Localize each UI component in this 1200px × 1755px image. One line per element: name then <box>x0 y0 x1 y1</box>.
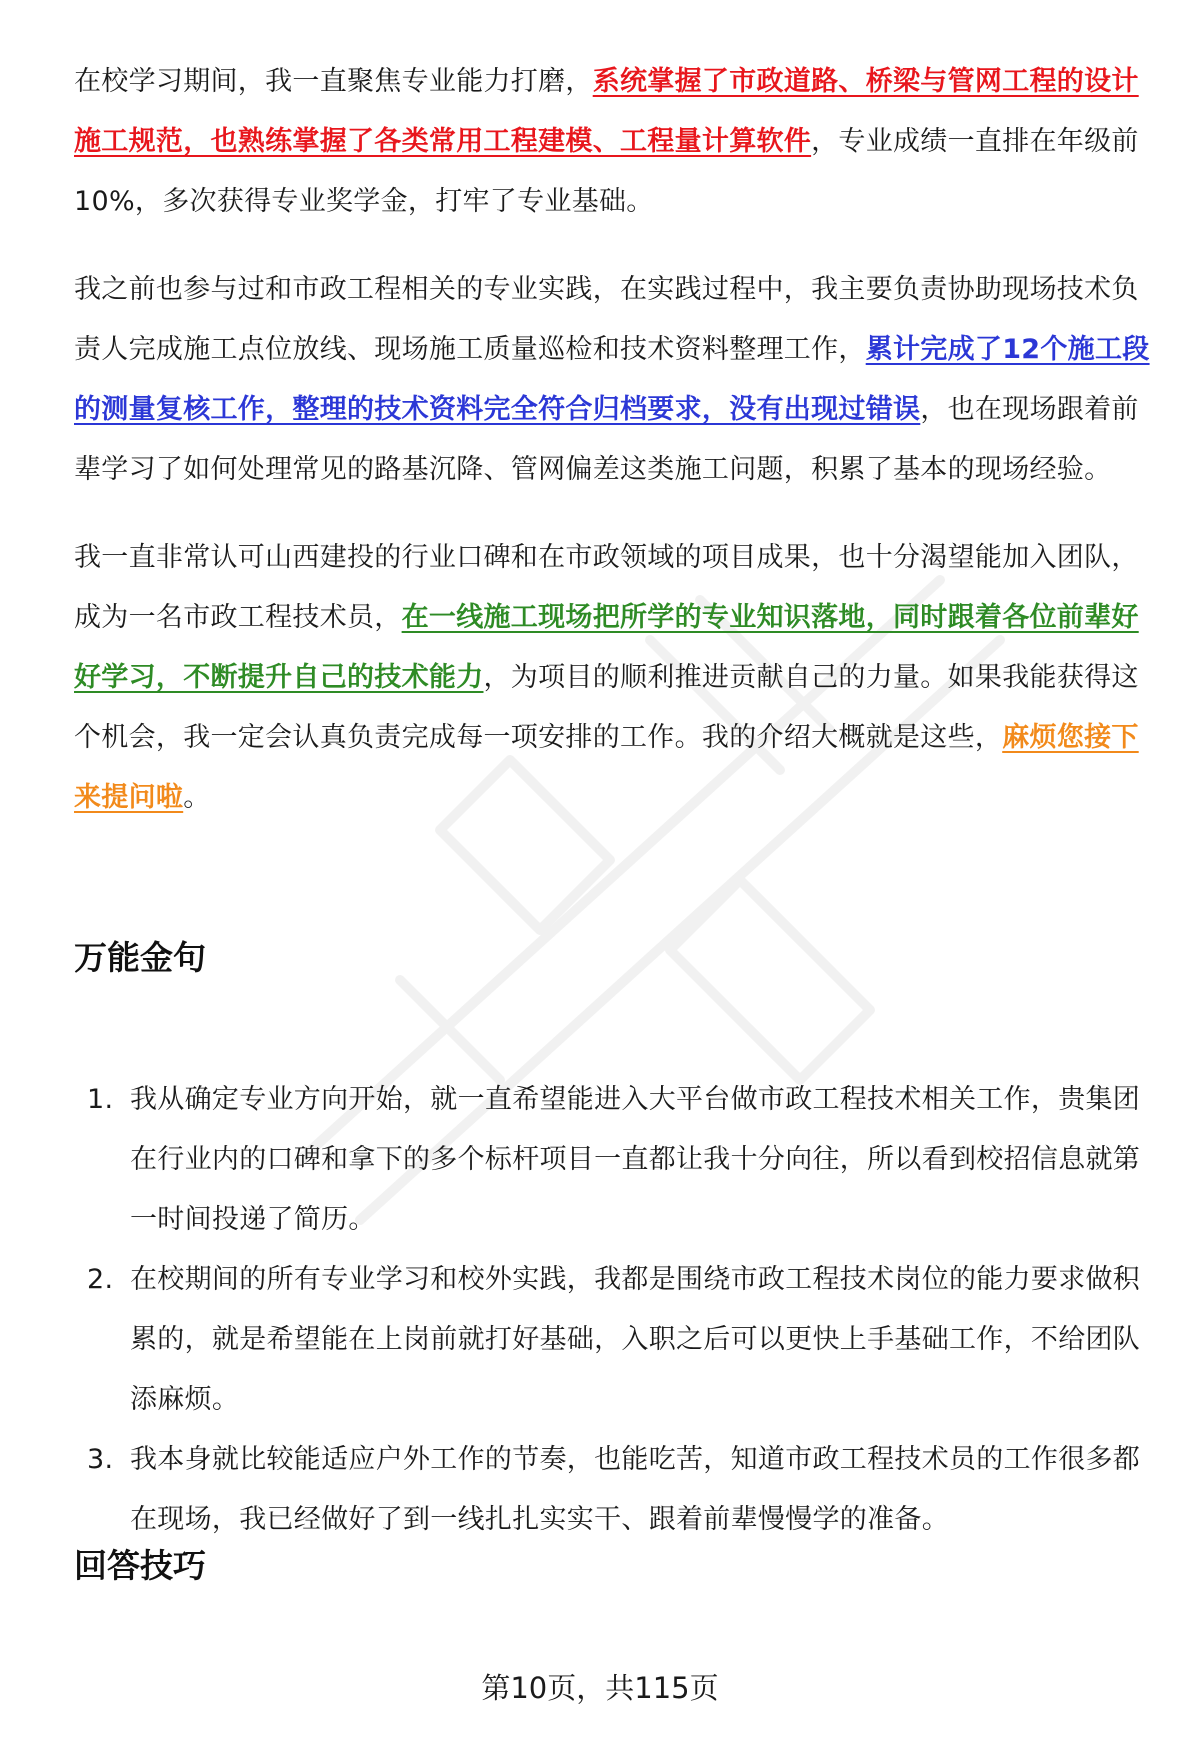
paragraph-3-highlight: 在一线施工现场把所学的专业知识落地，同时跟着各位前辈好好学习，不断提升自己的技术能力 <box>74 602 1139 693</box>
paragraph-2-text-end: ，也在现场跟着前辈学习了如何处理常见的路基沉降、管网偏差这类施工问题，积累了基本的现场经验。 <box>74 394 1139 485</box>
list-item <box>74 1430 1154 1550</box>
list-item <box>74 1250 1154 1430</box>
page-number: 第10页，共115页 <box>481 1671 719 1705</box>
paragraph-3-text: 我一直非常认可山西建投的行业口碑和在市政领域的项目成果，也十分渴望能加入团队，成为一名市政工程技术员， <box>74 542 1139 633</box>
paragraph-1-text: 在校学习期间，我一直聚焦专业能力打磨， <box>74 66 593 97</box>
paragraph-1 <box>74 52 1154 232</box>
paragraph-2-text: 我之前也参与过和市政工程相关的专业实践，在实践过程中，我主要负责协助现场技术负责人完成施工点位放线、现场施工质量巡检和技术资料整理工作， <box>74 274 1139 365</box>
paragraph-2-highlight: 累计完成了12个施工段的测量复核工作，整理的技术资料完全符合归档要求，没有出现过错误 <box>74 334 1150 425</box>
section-heading-universal-phrases: 万能金句 <box>74 938 206 977</box>
list-item <box>74 1070 1154 1250</box>
paragraph-3-text-end: 。 <box>183 782 211 813</box>
list-item-text: 我从确定专业方向开始，就一直希望能进入大平台做市政工程技术相关工作，贵集团在行业内的口碑和拿下的多个标杆项目一直都让我十分向往，所以看到校招信息就第一时间投递了简历。 <box>130 1084 1141 1235</box>
phrase-list <box>74 1070 1154 1550</box>
paragraph-2 <box>74 260 1154 500</box>
section-heading-answer-tips: 回答技巧 <box>74 1546 206 1585</box>
paragraph-3-text-mid: ，为项目的顺利推进贡献自己的力量。如果我能获得这个机会，我一定会认真负责完成每一项安排的工作。我的介绍大概就是这些， <box>74 662 1139 753</box>
list-item-number: 1. <box>87 1084 114 1115</box>
paragraph-3 <box>74 528 1154 828</box>
paragraph-1-highlight: 系统掌握了市政道路、桥梁与管网工程的设计施工规范，也熟练掌握了各类常用工程建模、工程量计算软件 <box>74 66 1139 157</box>
list-item-text: 我本身就比较能适应户外工作的节奏，也能吃苦，知道市政工程技术员的工作很多都在现场，我已经做好了到一线扎扎实实干、跟着前辈慢慢学的准备。 <box>130 1444 1141 1535</box>
paragraph-1-text-end: ，专业成绩一直排在年级前10%，多次获得专业奖学金，打牢了专业基础。 <box>74 126 1139 217</box>
paragraph-3-highlight-2: 麻烦您接下来提问啦 <box>74 722 1139 813</box>
document-page <box>74 52 1154 1585</box>
list-item-number: 3. <box>87 1444 114 1475</box>
list-item-number: 2. <box>87 1264 114 1295</box>
list-item-text: 在校期间的所有专业学习和校外实践，我都是围绕市政工程技术岗位的能力要求做积累的，就是希望能在上岗前就打好基础，入职之后可以更快上手基础工作，不给团队添麻烦。 <box>130 1264 1141 1415</box>
